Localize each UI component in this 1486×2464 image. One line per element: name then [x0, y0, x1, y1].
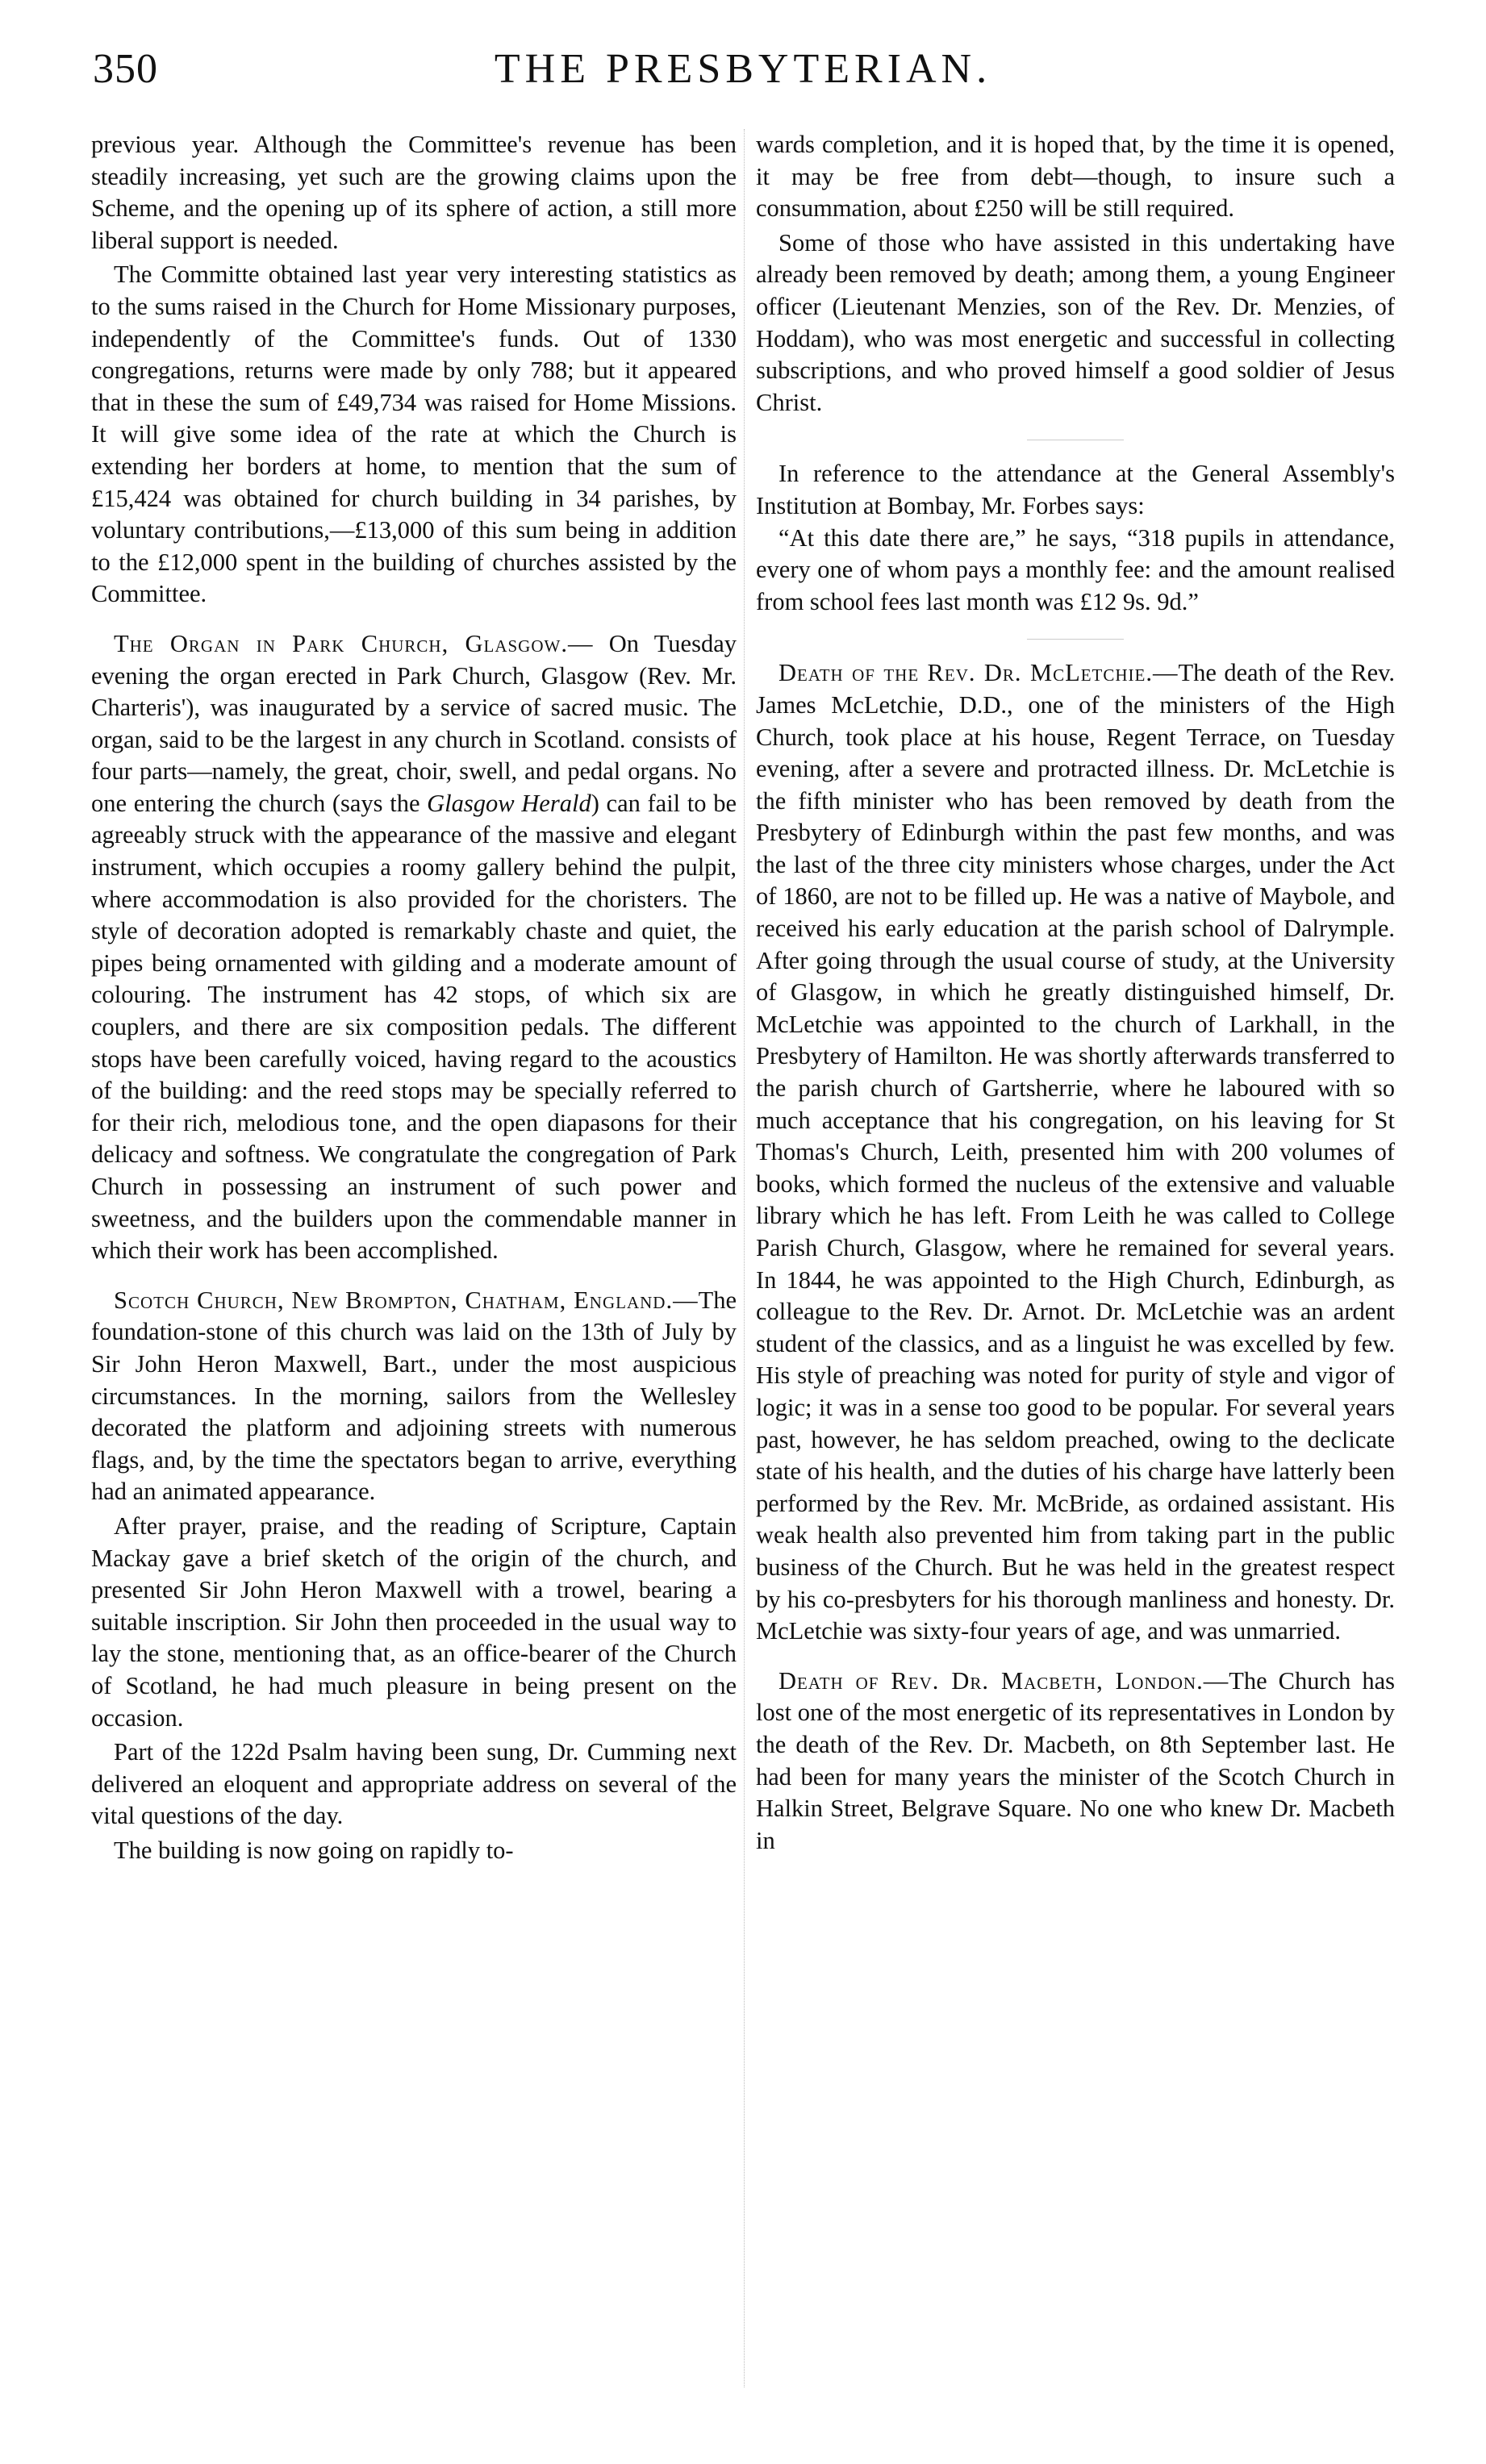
bombay-quote: “At this date there are,” he says, “318 pupils in attendance, every one of whom pays a monthly fee: and the amount realised from school fees last month was £12 9s. 9d.”: [756, 523, 1395, 615]
left-column: [91, 129, 737, 1866]
macbeth-article: [756, 1666, 1395, 1857]
scotch-church-text-a: The foundation-stone of this church was laid on the 13th of July by Sir John Heron Maxwell, Bart., under the most auspicious circumstances. In the morning, sailors from the Wellesley decorated the platform and adjoining streets with numerous flags, and, by the time the spectators began to arrive, everything had an animated appearance.: [91, 1286, 737, 1506]
mcletchie-heading: Death of the Rev. Dr. McLetchie.—: [778, 659, 1179, 687]
home-mission-paragraph-1: previous year. Although the Committee's revenue has been steadily increasing, yet such are the growing claims upon the Scheme, and the opening up of its sphere of action, a still more liberal support is needed.: [91, 131, 737, 254]
scotch-church-paragraph-4: The building is now going on rapidly to-: [114, 1836, 514, 1864]
page-number: 350: [93, 46, 158, 92]
bombay-intro: In reference to the attendance at the General Assembly's Institution at Bombay, Mr. Forbes says:: [756, 460, 1395, 519]
mcletchie-text: The death of the Rev. James McLetchie, D.D., one of the ministers of the High Church, took place at his house, Regent Terrace, on Tuesday evening, after a severe and protracted illness. Dr. McLetchie is the fifth minister who has been removed by death from the Presbytery of Edinburgh within the past few months, and was the last of the three city ministers whose charges, under the Act of 1860, are not to be filled up. He was a native of Maybole, and received his early education at the parish school of Dalrymple. After going through the usual course of study, at the University of Glasgow, in which he greatly distinguished himself, Dr. McLetchie was appointed to the church of Larkhall, in the Presbytery of Hamilton. He was shortly afterwards transferred to the parish church of Gartsherrie, where he laboured with so much acceptance that his congregation, on his leaving for St Thomas's Church, Leith, presented him with 200 volumes of books, which formed the nucleus of the extensive and valuable library which he has left. From Leith he was called to College Parish Church, Glasgow, where he remained for several years. In 1844, he was appointed to the High Church, Edinburgh, as colleague to the Rev. Dr. Arnot. Dr. McLetchie was an ardent student of the classics, and as a linguist he was excelled by few. His style of preaching was noted for purity of style and vigor of logic; it was in a sense too good to be popular. For several years past, however, he has seldom preached, owing to the declicate state of his health, and the duties of his charge have latterly been performed by the Rev. Mr. McBride, as ordained assistant. His weak health also prevented him from taking part in the public business of the Church. But he was held in the greatest respect by his co-presbyters for his thorough manliness and honesty. Dr. McLetchie was sixty-four years of age, and was unmarried.: [756, 659, 1395, 1645]
building-completion-paragraph: wards completion, and it is hoped that, by the time it is opened, it may be free from debt—though, to insure such a consummation, about £250 will be still required.: [756, 131, 1395, 223]
home-mission-paragraph-2: The Committe obtained last year very interesting statistics as to the sums raised in the Church for Home Missionary purposes, independently of the Committee's funds. Out of 1330 congregations, returns were made by only 788; but it appeared that in these the sum of £49,734 was raised for Home Missions. It will give some idea of the rate at which the Church is extending her borders at home, to mention that the sum of £15,424 was obtained for church building in 34 parishes, by voluntary contributions,—£13,000 of this sum being in addition to the £12,000 spent in the building of churches assisted by the Committee.: [91, 261, 737, 608]
organ-text-a: On Tuesday evening the organ erected in Park Church, Glasgow (Rev. Mr. Charteris'), was inaugurated by a service of sacred music. The organ, said to be the largest in any church in Scotland. consists of four parts—namely, the great, choir, swell, and pedal organs. No one entering the church (says the: [91, 629, 737, 817]
column-divider: [744, 129, 745, 2387]
scotch-church-heading: Scotch Church, New Brompton, Chatham, England.—: [114, 1286, 699, 1314]
macbeth-text: The Church has lost one of the most energetic of its representatives in London by the death of the Rev. Dr. Macbeth, on 8th September last. He had been for many years the minister of the Scotch Church in Halkin Street, Belgrave Square. No one who knew Dr. Macbeth in: [756, 1666, 1395, 1854]
right-column: [756, 129, 1395, 1857]
scotch-church-paragraph-2: After prayer, praise, and the reading of Scripture, Captain Mackay gave a brief sketch of the origin of the church, and presented Sir John Heron Maxwell with a trowel, bearing a suitable inscription. Sir John then proceeded in the usual way to lay the stone, mentioning that, as an office-bearer of the Church of Scotland, he had much pleasure in being present on the occasion.: [91, 1511, 737, 1732]
scotch-church-article: [91, 1285, 737, 1508]
page-header: [93, 45, 1393, 102]
mcletchie-article: [756, 657, 1395, 1647]
organ-heading: The Organ in Park Church, Glasgow.—: [114, 629, 594, 657]
organ-source: Glasgow Herald: [427, 789, 591, 817]
running-title: THE PRESBYTERIAN.: [494, 46, 992, 92]
macbeth-heading: Death of Rev. Dr. Macbeth, London.—: [778, 1666, 1229, 1695]
organ-text-b: ) can fail to be agreeably struck with the appearance of the massive and elegant instrument, which occupies a roomy gallery behind the pulpit, where accommodation is also provided for the choristers. The style of decoration adopted is remarkably chaste and quiet, the pipes being ornamented with gilding and a moderate amount of colouring. The instrument has 42 stops, of which six are couplers, and there are six composition pedals. The different stops have been carefully voiced, having regard to the acoustics of the building: and the reed stops may be specially referred to for their rich, melodious tone, and the open diapasons for their delicacy and softness. We congratulate the congregation of Park Church in possessing an instrument of such power and sweetness, and the builders upon the commendable manner in which their work has been accomplished.: [91, 789, 737, 1265]
organ-article: [91, 628, 737, 1267]
scotch-church-paragraph-3: Part of the 122d Psalm having been sung, Dr. Cumming next delivered an eloquent and appropriate address on several of the vital questions of the day.: [91, 1738, 737, 1830]
menzies-paragraph: Some of those who have assisted in this undertaking have already been removed by death; among them, a young Engineer officer (Lieutenant Menzies, son of the Rev. Dr. Menzies, of Hoddam), who was most energetic and successful in collecting subscriptions, and who proved himself a good soldier of Jesus Christ.: [756, 228, 1395, 416]
section-separator: [1027, 639, 1124, 640]
